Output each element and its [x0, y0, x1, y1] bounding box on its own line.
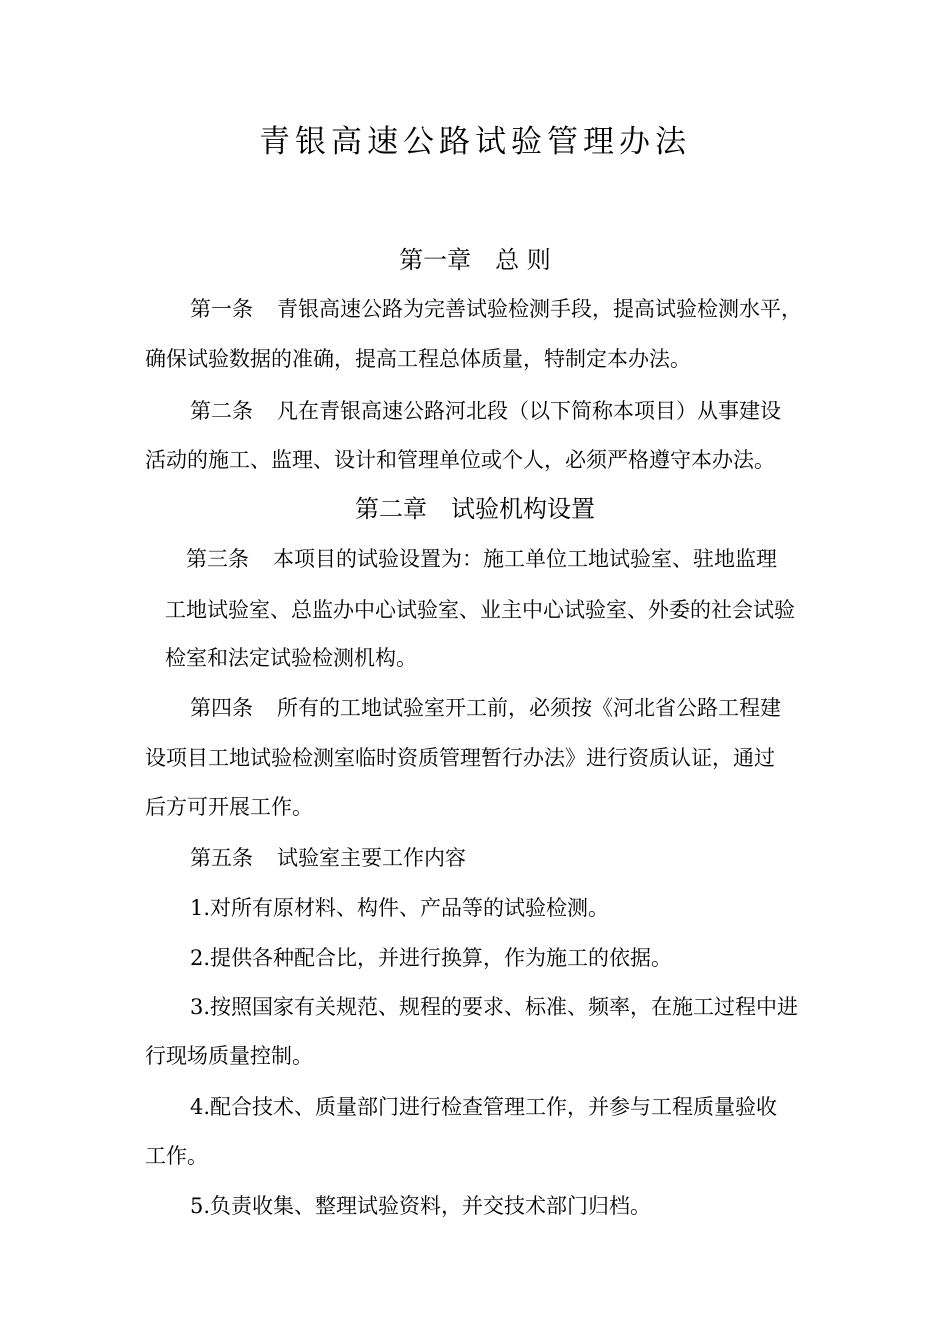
article-3-label: 第三条	[186, 547, 249, 571]
article-1-line-2: 确保试验数据的准确，提高工程总体质量，特制定本办法。	[145, 347, 691, 371]
item-2: 2.提供各种配合比，并进行换算，作为施工的依据。	[190, 946, 673, 970]
article-3-line-2: 工地试验室、总监办中心试验室、业主中心试验室、外委的社会试验	[165, 598, 795, 622]
chapter-1-name: 总 则	[495, 246, 551, 274]
article-1-label: 第一条	[190, 297, 253, 321]
chapter-2-name: 试验机构设置	[451, 495, 595, 523]
article-1-text-1: 青银高速公路为完善试验检测手段，提高试验检测水平，	[277, 297, 802, 321]
article-2-label: 第二条	[190, 399, 253, 423]
article-5-line-1	[190, 842, 466, 874]
article-3-line-1	[186, 543, 777, 575]
article-4-label: 第四条	[190, 696, 253, 720]
article-4-line-1	[190, 692, 781, 724]
item-1: 1.对所有原材料、构件、产品等的试验检测。	[190, 896, 610, 920]
chapter-2-label: 第二章	[355, 495, 427, 523]
item-3-line-1: 3.按照国家有关规范、规程的要求、标准、频率，在施工过程中进	[190, 995, 799, 1019]
article-1-line-1	[190, 293, 802, 325]
article-3-text-1: 本项目的试验设置为：施工单位工地试验室、驻地监理	[273, 547, 777, 571]
document-title: 青银高速公路试验管理办法	[259, 124, 691, 160]
article-2-line-2: 活动的施工、监理、设计和管理单位或个人，必须严格遵守本办法。	[145, 448, 775, 472]
item-4-line-2: 工作。	[145, 1144, 208, 1168]
article-4-line-3: 后方可开展工作。	[145, 795, 313, 819]
article-2-line-1	[190, 395, 781, 427]
item-3-line-2: 行现场质量控制。	[145, 1044, 313, 1068]
chapter-2-heading	[0, 492, 950, 526]
item-5: 5.负责收集、整理试验资料，并交技术部门归档。	[190, 1194, 652, 1218]
article-3-line-3: 检室和法定试验检测机构。	[165, 646, 417, 670]
item-4-line-1: 4.配合技术、质量部门进行检查管理工作，并参与工程质量验收	[190, 1095, 778, 1119]
article-4-text-1: 所有的工地试验室开工前，必须按《河北省公路工程建	[277, 696, 781, 720]
chapter-1-label: 第一章	[399, 246, 472, 274]
article-5-label: 第五条	[190, 846, 253, 870]
article-2-text-1: 凡在青银高速公路河北段（以下简称本项目）从事建设	[277, 399, 781, 423]
article-4-line-2: 设项目工地试验检测室临时资质管理暂行办法》进行资质认证，通过	[145, 746, 775, 770]
chapter-1-heading	[0, 243, 950, 277]
article-5-heading: 试验室主要工作内容	[277, 846, 466, 870]
